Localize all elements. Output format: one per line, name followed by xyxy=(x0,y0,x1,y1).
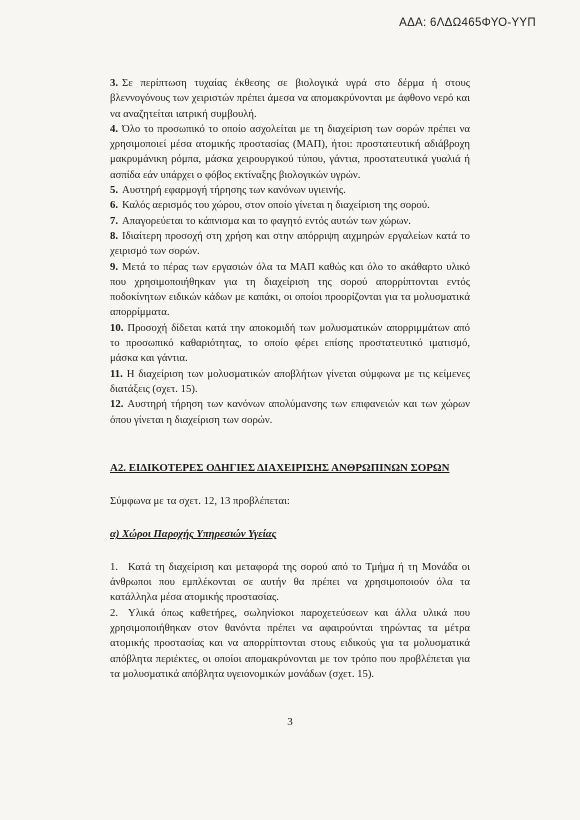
list-item: 1. Κατά τη διαχείριση και μεταφορά της σορού από το Τμήμα ή τη Μονάδα οι άνθρωποι που εμπλέκονται σε αυτήν θα πρέπει να χρησιμοποιούν όλα τα κατάλληλα μέσα ατομικής προστασίας. xyxy=(110,560,470,604)
list-item: 2. Υλικά όπως καθετήρες, σωληνίσκοι παροχετεύσεων και άλλα υλικά που χρησιμοποιήθηκαν στον θανόντα πρέπει να αφαιρούνται τηρώντας τα μέτρα ατομικής προστασίας και να απορρίπτονται στους ειδικούς για τα μολυσματικά απόβλητα περιέκτες, οι οποίοι απομακρύνονται με τον τρόπο που προβλέπεται για τα μολυσματικά απόβλητα υγειονομικών μονάδων (σχετ. 15). xyxy=(110,606,470,680)
list-item: 3. Σε περίπτωση τυχαίας έκθεσης σε βιολογικά υγρά στο δέρμα ή στους βλεννογόνους των χειριστών πρέπει άμεσα να απομακρύνονται με άφθονο νερό και να αναζητείται ιατρική συμβουλή. xyxy=(110,77,470,120)
list-item: 11. Η διαχείριση των μολυσματικών αποβλήτων γίνεται σύμφωνα με τις κείμενες διατάξεις (σχετ. 15). xyxy=(110,367,470,395)
list-item: 5. Αυστηρή εφαρμογή τήρησης των κανόνων υγιεινής. xyxy=(110,184,346,197)
page-number: 3 xyxy=(287,716,293,728)
ada-code: ΑΔΑ: 6ΛΔΩ465ΦΥΟ-ΥΥΠ xyxy=(399,17,536,29)
intro-text: Σύμφωνα με τα σχετ. 12, 13 προβλέπεται: xyxy=(110,495,290,508)
list-item: 7. Απαγορεύεται το κάπνισμα και το φαγητό εντός αυτών των χώρων. xyxy=(110,214,411,227)
page-content xyxy=(110,76,470,682)
list-item: 6. Καλός αερισμός του χώρου, στον οποίο γίνεται η διαχείριση της σορού. xyxy=(110,199,430,212)
list-item: 9. Μετά το πέρας των εργασιών όλα τα ΜΑΠ καθώς και όλο το ακάθαρτο υλικό που χρησιμοποιήθηκαν για τη διαχείριση της σορού απορρίπτονται εντός ποδοκίνητων ειδικών κάδων με καπάκι, οι οποίοι προορίζονται για τα μολυσματικά απορρίμματα. xyxy=(110,260,470,319)
list-item: 8. Ιδιαίτερη προσοχή στη χρήση και στην απόρριψη αιχμηρών εργαλείων κατά το χειρισμό των σορών. xyxy=(110,229,470,258)
list-item: 4. Όλο το προσωπικό το οποίο ασχολείται με τη διαχείριση των σορών πρέπει να χρησιμοποιεί μέσα ατομικής προστασίας (ΜΑΠ), ήτοι: προστατευτική αδιάβροχη μακρυμάνικη ρόμπα, μάσκα χειρουργικού τύπου, γάντια, προστατευτικά γυαλιά ή ασπίδα εάν υπάρχει ο φόβος εκτίναξης βιολογικών υγρών. xyxy=(110,122,470,181)
measures-list xyxy=(110,76,470,428)
health-facilities-list xyxy=(110,560,470,682)
list-item: 10. Προσοχή δίδεται κατά την αποκομιδή των μολυσματικών απορριμμάτων από το προσωπικό καθαριότητας, το οποίο φέρει επίσης προστατευτικό ιματισμό, μάσκα και γάντια. xyxy=(110,321,470,365)
subsection-title: α) Χώροι Παροχής Υπηρεσιών Υγείας xyxy=(110,528,277,541)
list-item: 12. Αυστηρή τήρηση των κανόνων απολύμανσης των επιφανειών και των χώρων όπου γίνεται η διαχείριση των σορών. xyxy=(110,398,470,426)
section-title: Α2. ΕΙΔΙΚΟΤΕΡΕΣ ΟΔΗΓΙΕΣ ΔΙΑΧΕΙΡΙΣΗΣ ΑΝΘΡΩΠΙΝΩΝ ΣΟΡΩΝ xyxy=(110,461,450,474)
